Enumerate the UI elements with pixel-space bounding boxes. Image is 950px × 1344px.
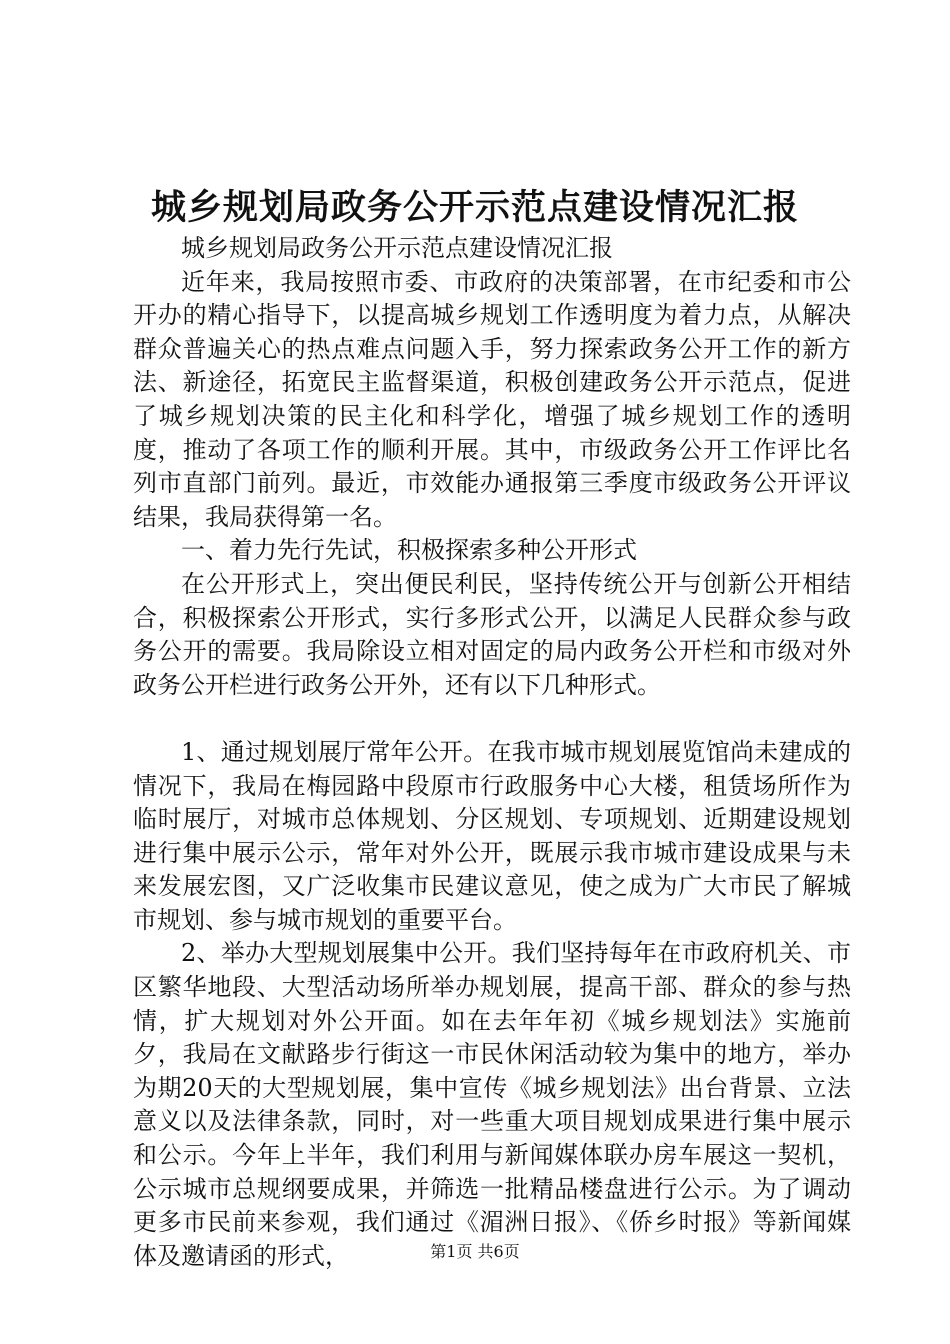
paragraph-intro: 近年来，我局按照市委、市政府的决策部署，在市纪委和市公开办的精心指导下，以提高城乡规划工作透明度为着力点，从解决群众普遍关心的热点难点问题入手，努力探索政务公开工作的新方法、新途径，拓宽民主监督渠道，积极创建政务公开示范点，促进了城乡规划决策的民主化和科学化，增强了城乡规划工作的透明度，推动了各项工作的顺利开展。其中，市级政务公开工作评比名列市直部门前列。最近，市效能办通报第三季度市级政务公开评议结果，我局获得第一名。 (133, 267, 851, 531)
paragraph-subtitle: 城乡规划局政务公开示范点建设情况汇报 (181, 234, 613, 262)
section-heading-1: 一、着力先行先试，积极探索多种公开形式 (181, 536, 637, 565)
paragraph-forms: 在公开形式上，突出便民利民，坚持传统公开与创新公开相结合，积极探索公开形式，实行多形式公开，以满足人民群众参与政务公开的需要。我局除设立相对固定的局内政务公开栏和市级对外政务公开栏进行政务公开外，还有以下几种形式。 (133, 569, 851, 699)
paragraph-item-2: 2、举办大型规划展集中公开。我们坚持每年在市政府机关、市区繁华地段、大型活动场所举办规划展，提高干部、群众的参与热情，扩大规划对外公开面。如在去年年初《城乡规划法》实施前夕，我局在文献路步行街这一市民休闲活动较为集中的地方，举办为期20天的大型规划展，集中宣传《城乡规划法》出台背景、立法意义以及法律条款，同时，对一些重大项目规划成果进行集中展示和公示。今年上半年，我们利用与新闻媒体联办房车展这一契机，公示城市总规纲要成果，并筛选一批精品楼盘进行公示。为了调动更多市民前来参观，我们通过《湄洲日报》、《侨乡时报》等新闻媒体及邀请函的形式， (133, 939, 851, 1270)
document-body (133, 232, 851, 1273)
document-title: 城乡规划局政务公开示范点建设情况汇报 (150, 187, 799, 228)
paragraph-item-1: 1、通过规划展厅常年公开。在我市城市规划展览馆尚未建成的情况下，我局在梅园路中段原市行政服务中心大楼，租赁场所作为临时展厅，对城市总体规划、分区规划、专项规划、近期建设规划进行集中展示公示，常年对外公开，既展示我市城市建设成果与未来发展宏图，又广泛收集市民建议意见，使之成为广大市民了解城市规划、参与城市规划的重要平台。 (133, 737, 851, 934)
page-footer: 第1页 共6页 (430, 1242, 520, 1261)
